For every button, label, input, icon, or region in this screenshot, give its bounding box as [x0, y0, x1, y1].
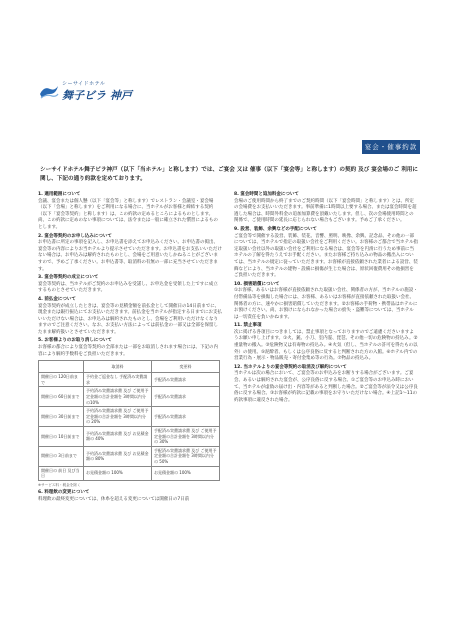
section-body: 当ホテルは次の場合において、ご宴会等のお申込みをお断りする場合がございます。ご宴会、あるいは解約された宴会が、公序良俗に反する場合。①ご宴会等のお申込み時において、当ホテルが虚偽の届け出・内容等があると判断した場合。②ご宴会等が法令又は公序良俗に反する場合。③お客様が約款に記載の事項をお守りいただけない場合。④上記1〜11の約款事項に違反された場合。 [234, 371, 418, 403]
section-heading: 2. 宴会等契約のお申し込みについて [38, 233, 112, 239]
section-heading: 4. 前払金について [38, 296, 76, 302]
period-cell: 開催日の 60日前まで [39, 387, 84, 407]
cancel-fee-cell: お見積金額の 100% [84, 466, 152, 480]
section-heading: 8. 宴会時間と追加料金について [234, 192, 299, 197]
table-row [39, 466, 220, 480]
section [38, 192, 222, 232]
change-fee-cell: 手配済み実費請求費 及び ご使用予定金額の合計金額を 3時間以内分の 30% [152, 427, 220, 447]
section-body: 宴会等契約が成立したときは、宴会等の見積金額を前払金として開催日の14日前までに、現金または銀行振込にてお支払いただきます。前払金を当ホテルが指定する日までにお支払いいただけない場合は、お申込みは解約されたものとし、会場をご利用いただけなくなりますのでご注意ください。なお、お支払い方法によっては前払金の一部又は全部を保留したまま解約扱いとさせていただきます。 [38, 303, 222, 335]
table-row [39, 446, 220, 466]
table-note: ※サービス料・税金を除く [38, 482, 81, 487]
period-cell: 開催日の 120日前まで [39, 373, 84, 387]
table-header-row [39, 361, 220, 373]
section-body: 会議、宴会または個人懸（以下「宴会等」と称します）でレストラン・会議室・宴会場（以下「会場」と称します）をご利用になる場合に、当ホテルがお客様と締結する契約（以下「宴会等契約」と称します）は、この約款の定めるところによるものとします。尚、この約款に定めのない事項については、法令または一般に確立された慣習によるものとします。 [38, 198, 218, 230]
cancel-fee-cell: 予約金ご返金なし 手配済み実費請求 [84, 373, 152, 387]
change-fee-cell: 手配済み実費請求 [152, 387, 220, 407]
cancel-fee-cell: 予約済み実費請求費 及び お見積金額の 80% [84, 446, 152, 466]
section [234, 365, 418, 405]
table-header: 取消料 [84, 361, 152, 373]
section-body: お客様の都合により宴会等契約の全部または一部をお取消しされます場合には、下記の内容により解約手数料をご負担いただきます。 [38, 345, 218, 357]
section-heading: 11. 禁止事項 [234, 323, 262, 329]
section [38, 234, 222, 274]
change-fee-cell: 手配済み実費請求 [152, 407, 220, 427]
section-body: 次に掲げる各項目につきましては、禁止事項となっておりますのでご遠慮くださいますようお願い申し上げます。①火、銃、小刀、室内霊、琵琶、その他一切の危険物の持込み。②重量物の搬入。③危険物又は有毒物の持込み。④火気（但し、当ホテルの許可を得たもの以外）の使用。⑤泥酔者、もしくは公序良俗に反すると判断された方の入館。⑥ホテル内での営業行為・展示・物品販売・寄付金集め等の行為。⑦物品の持込み。 [234, 329, 418, 362]
section [38, 338, 222, 358]
document-title-banner: 宴会・催事約款 [362, 140, 420, 154]
section-body: ①お客様、あるいはお客様が直接依頼された取扱い会社、関係者の方が、当ホテルの施設・付帯備品等を損傷した場合には、お客様、あるいはお客様が直接依頼された取扱い会社、関係者の方に、速やかに損害賠償していただきます。②お客様の手荷物・携帯品はホテルにお預けください。尚、お預けになられなかった場合の紛失・盗難等については、当ホテルは一切責任を負いかねます。 [234, 288, 418, 320]
section [234, 282, 418, 322]
wave-logo-icon [38, 80, 60, 102]
section [38, 490, 222, 503]
cancel-fee-cell: 予約済み実費請求費 及び ご使用予定金額の合計金額を 3時間以内分の 20% [84, 407, 152, 427]
hotel-logo [38, 80, 138, 114]
left-column [38, 190, 222, 504]
change-fee-cell: 手配済み実費請求費 及び ご使用予定金額の合計金額を 3時間以内分の 50% [152, 446, 220, 466]
section-body: 料理飲の最終変更については、休糸を超える変更については開催日の7日前 [38, 496, 190, 502]
section-heading: 5. お客様よりのお取り消しについて [38, 338, 112, 344]
period-cell: 開催日の 前日 及び当日 [39, 466, 84, 480]
period-cell: 開催日の 30日前まで [39, 407, 84, 427]
cancellation-fee-table [38, 360, 220, 481]
table-row [39, 427, 220, 447]
section [38, 297, 222, 337]
section-heading: 10. 損害賠償について [234, 281, 280, 287]
table-row [39, 387, 220, 407]
section-heading: 12. 当ホテルよりの宴会等契約の取消及び解約について [234, 364, 347, 370]
intro-text: シーサイドホテル舞子ビラ神戸（以下「当ホテル」と称します）では、ご宴会 又は 催事（以下「宴会等」と称します）の契約 及び 宴会場のご 利用に関し、下記の通り約款を定めております。 [40, 167, 418, 182]
section-heading: 3. 宴会等契約の成立について [38, 275, 99, 281]
change-fee-cell: お見積金額の 100% [152, 466, 220, 480]
section-heading: 9. 設営、装飾、余興などの手配について [234, 226, 317, 232]
logo-subtitle: シーサイドホテル [62, 81, 106, 87]
period-cell: 開催日の 3日前まで [39, 446, 84, 466]
table-header: 変更料 [152, 361, 220, 373]
section [38, 275, 222, 295]
table-corner-cell [39, 361, 84, 373]
cancel-fee-cell: 予約済み実費請求費 及び お見積金額の 40% [84, 427, 152, 447]
section-heading: 1. 適用範囲について [38, 192, 81, 197]
change-fee-cell: 手配済み実費請求 [152, 373, 220, 387]
section [234, 192, 418, 225]
section-body: ご宴会等で開催する設営、装飾、装花、音響、照明、映像、余興、記念品、その他の一部については、当ホテルで指定の取扱い会社をご利用ください。お客様のご都合で当ホテル指定取扱い会社以外の取扱い会社をご利用になる場合は、宴会等を円滑に行うため事前に当ホテルの了解を得たうえでお手配ください。またお客様ご持ち込みの物品の搬出入については、当ホテルの規定に従っていただきます。お客様が直接依頼された業者による設営、装飾などにより、当ホテルの建物・設備に損傷が生じた場合は、原状回復費用その他損害をご負担いただきます。 [234, 233, 418, 279]
section-body: 会場のご使用時間から終了までのご契約時間（以下「宴会時間」と称します）とは、所定の会場費をお支払いいただきます。事前準備に1時間以上要する場合、または宴会時間を超過した場合は、時間外料金の追加加算費を頂戴いたします。但し、次の会場使用時間との関係で、ご使用時間の延長に応じられない場合もございます。予めご了承ください。 [234, 198, 417, 224]
section-heading: 6. 料理飲の変更について [38, 490, 90, 496]
section [234, 323, 418, 363]
section-body: お申込書に所定の事項を記入し、お申込書を添えてお申込みください。お申込書の掲出、宴会等の内容によりお当ホテルより提示させていただきます。お申込書をお支払いいただけない場合は、お申込みは解約されたものとし、会場をご用意いたしかねることがございますので、予めご了承ください。お申込書等、取消料の有無の一部に充当させていただきます。 [38, 240, 222, 272]
table-row [39, 407, 220, 427]
period-cell: 開催日の 10日前まで [39, 427, 84, 447]
table-row [39, 373, 220, 387]
section-body: 宴会等契約は、当ホテルがご契約のお申込みを受諾し、お申込金を受領した上ですに成立するものとさせていただきます。 [38, 281, 218, 294]
cancel-fee-cell: 予約済み実費請求費 及び ご使用予定金額の合計金額を 3時間以内分の10% [84, 387, 152, 407]
right-column [234, 190, 418, 404]
logo-title: 舞子ビラ 神戸 [62, 89, 132, 102]
section [234, 227, 418, 280]
